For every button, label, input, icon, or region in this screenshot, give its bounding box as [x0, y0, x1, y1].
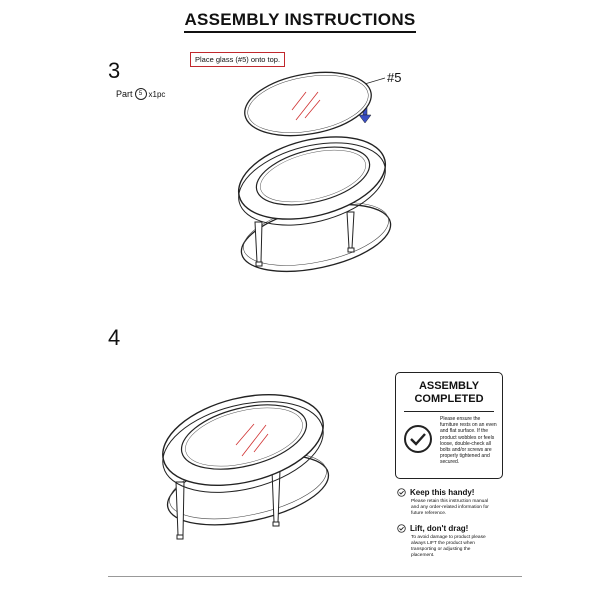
part-callout-label: #5	[387, 70, 402, 85]
step-3-number: 3	[108, 58, 121, 83]
part-quantity: x1pc	[148, 89, 166, 99]
divider	[404, 411, 494, 412]
check-circle-icon	[397, 488, 406, 497]
step-4-number: 4	[108, 325, 121, 350]
assembly-completed-text: Please ensure the furniture rests on an even and flat surface. If the product wobbles or feels loose, double-check all bolts and/or screws are properly tightened and secured.	[440, 416, 497, 466]
note-title: Keep this handy!	[410, 488, 475, 497]
note-body: Please retain this instruction manual and any order-related information for future reference.	[411, 499, 489, 516]
step-3-instruction: Place glass (#5) onto top.	[190, 52, 285, 67]
note-title: Lift, don't drag!	[410, 524, 469, 533]
note-body: To avoid damage to product please always LIFT the product when transporting or adjusting the placement.	[411, 535, 486, 558]
check-circle-icon	[402, 423, 434, 455]
assembly-completed-title-line1: ASSEMBLY	[418, 380, 480, 392]
part-number-icon: 5	[135, 88, 147, 100]
check-circle-icon	[397, 524, 406, 533]
note-keep-handy	[397, 488, 491, 517]
part-label: Part	[116, 89, 133, 99]
bottom-divider	[108, 576, 522, 577]
assembly-completed-title	[396, 380, 502, 406]
assembly-completed-title-line2: COMPLETED	[414, 393, 484, 405]
assembly-completed-card	[395, 372, 503, 479]
note-lift-dont-drag	[397, 524, 491, 559]
page-title-text: ASSEMBLY INSTRUCTIONS	[184, 10, 415, 33]
